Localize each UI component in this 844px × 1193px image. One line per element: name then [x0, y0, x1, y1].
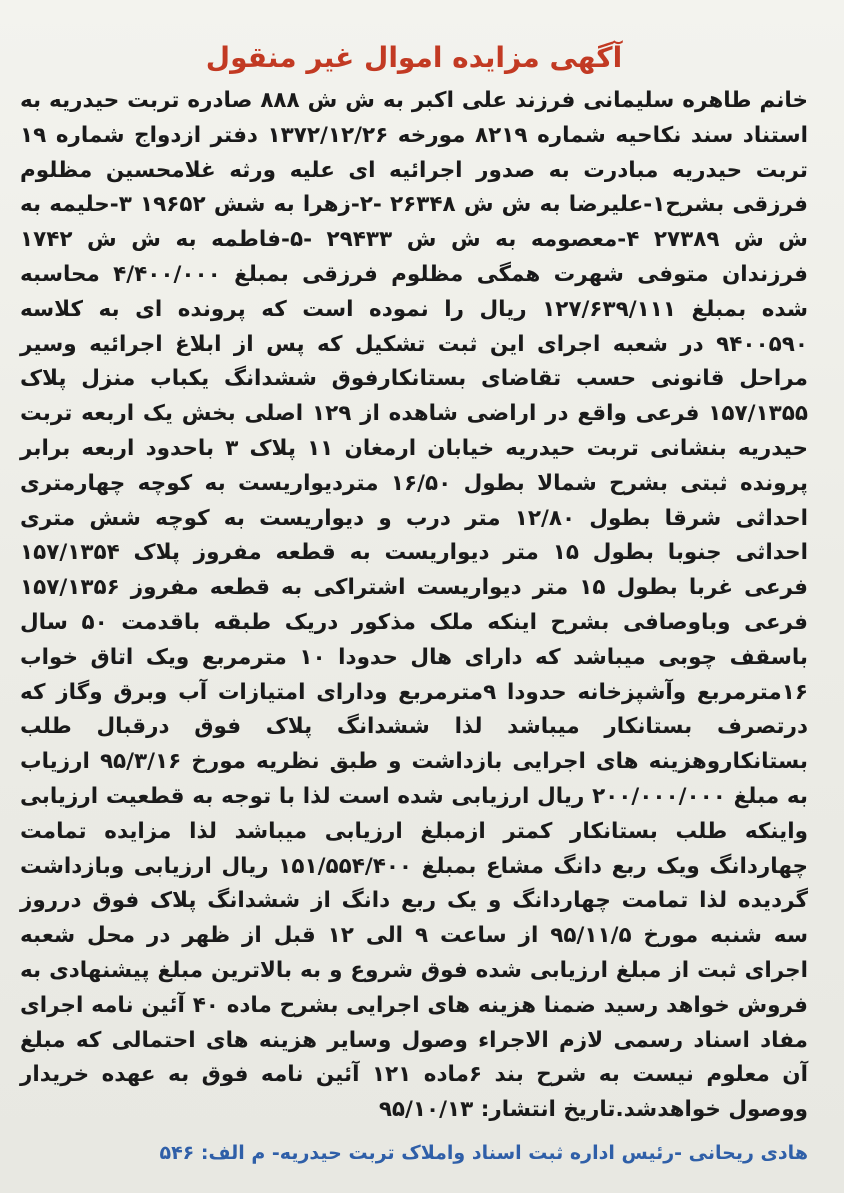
notice-signature: هادی ریحانی -رئیس اداره ثبت اسناد واملاک تربت حیدریه- م الف: ۵۴۶ [159, 1141, 808, 1164]
notice-title: آگهی مزایده اموال غیر منقول [205, 41, 623, 74]
notice-body: خانم طاهره سلیمانی فرزند علی اکبر به ش ش ۸۸۸ صادره تربت حیدریه به استناد سند نکاحیه شماره ۸۲۱۹ مورخه ۱۳۷۲/۱۲/۲۶ دفتر ازدواج شماره ۱۹ تربت حیدریه مبادرت به صدور اجرائیه ای علیه ورثه غلامحسین مظلوم فرزقی بشرح۱-علیرضا به ش ش ۲۶۳۴۸ -۲-زهرا به شش ۱۹۶۵۲ ۳-حلیمه به ش ش ۲۷۳۸۹ ۴-معصومه به ش ش ۲۹۴۳۳ -۵-فاطمه به ش ش ۱۷۴۲ فرزندان متوفی شهرت همگی مظلوم فرزقی بمبلغ ۴/۴۰۰/۰۰۰ محاسبه شده بمبلغ ۱۲۷/۶۳۹/۱۱۱ ریال را نموده است که پرونده ای به کلاسه ۹۴۰۰۵۹۰ در شعبه اجرای این ثبت تشکیل که پس از ابلاغ اجرائیه وسیر مراحل قانونی حسب تقاضای بستانکارفوق ششدانگ یکباب منزل پلاک ۱۵۷/۱۳۵۵ فرعی واقع در اراضی شاهده از ۱۲۹ اصلی بخش یک اربعه تربت حیدریه بنشانی تربت حیدریه خیابان ارمغان ۱۱ پلاک ۳ باحدود اربعه برابر پرونده ثبتی بشرح شمالا بطول ۱۶/۵۰ متردیواریست به کوچه چهارمتری احداثی شرقا بطول ۱۲/۸۰ متر درب و دیواریست به کوچه شش متری احداثی جنوبا بطول ۱۵ متر دیواریست به قطعه مفروز پلاک ۱۵۷/۱۳۵۴ فرعی غربا بطول ۱۵ متر دیواریست اشتراکی به قطعه مفروز ۱۵۷/۱۳۵۶ فرعی وباوصافی بشرح اینکه ملک مذکور دریک طبقه باقدمت ۵۰ سال باسقف چوبی میباشد که دارای هال حدودا ۱۰ مترمربع ویک اتاق خواب ۱۶مترمربع وآشپزخانه حدودا ۹مترمربع ودارای امتیازات آب وبرق وگاز که درتصرف بستانکار میباشد لذا ششدانگ پلاک فوق درقبال طلب بستانکاروهزینه های اجرایی بازداشت و طبق نظریه مورخ ۹۵/۳/۱۶ ارزیاب به مبلغ ۲۰۰/۰۰۰/۰۰۰ ریال ارزیابی شده است لذا با توجه به قطعیت ارزیابی واینکه طلب بستانکار کمتر ازمبلغ ارزیابی میباشد لذا مزایده تمامت چهاردانگ ویک ربع دانگ مشاع بمبلغ ۱۵۱/۵۵۴/۴۰۰ ریال ارزیابی وبازداشت گردیده لذا تمامت چهاردانگ و یک ربع دانگ از ششدانگ پلاک فوق درروز سه شنبه مورخ ۹۵/۱۱/۵ از ساعت ۹ الی ۱۲ قبل از ظهر در محل شعبه اجرای ثبت از مبلغ ارزیابی شده فوق شروع و به بالاترین مبلغ پیشنهادی به فروش خواهد رسید ضمنا هزینه های اجرایی بشرح ماده ۴۰ آئین نامه اجرای مفاد اسناد رسمی لازم الاجراء وصول وسایر هزینه های احتمالی که مبلغ آن معلوم نیست به شرح بند ۶ماده ۱۲۱ آئین نامه فوق به عهده خریدار ووصول خواهدشد.تاریخ انتشار: ۹۵/۱۰/۱۳ [20, 88, 809, 1123]
